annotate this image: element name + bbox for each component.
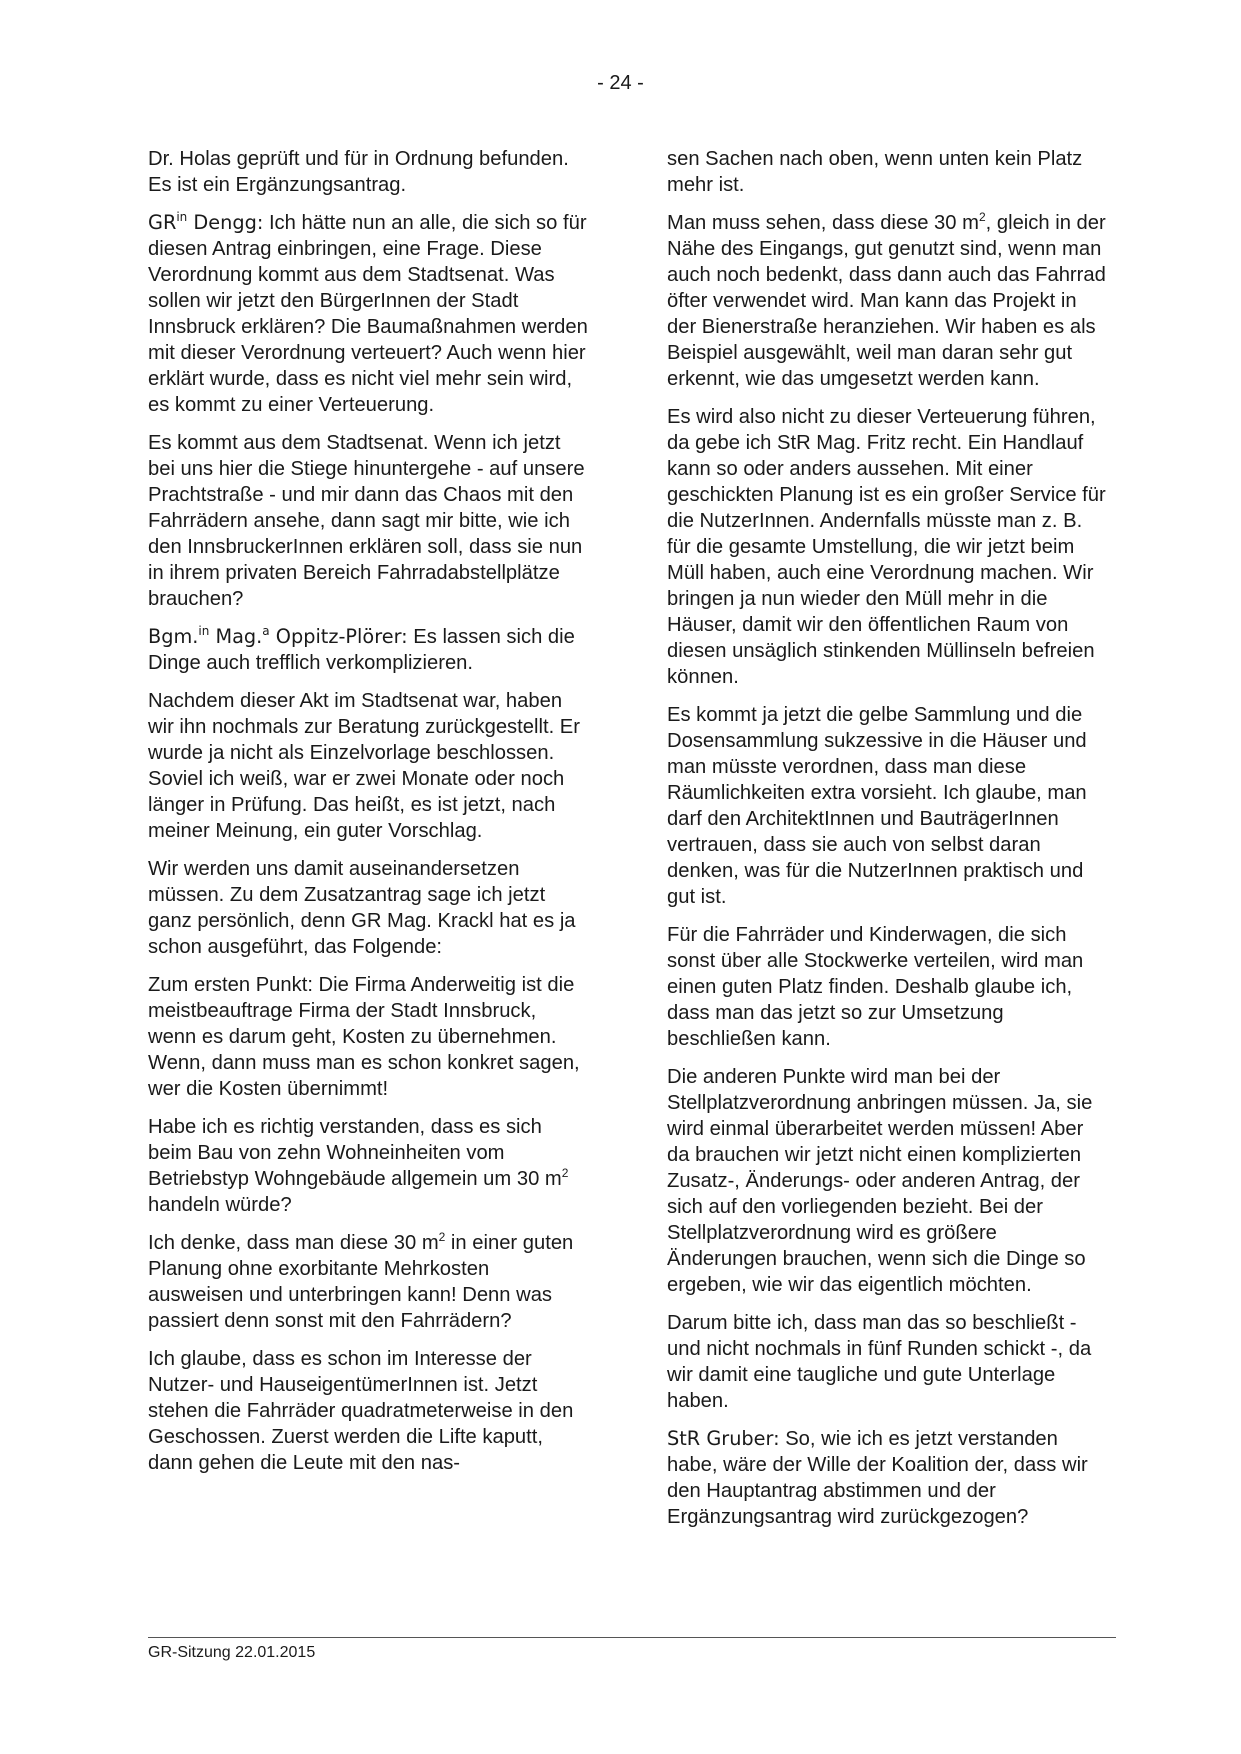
- paragraph: Darum bitte ich, dass man das so beschließt - und nicht nochmals in fünf Runden schickt -, da wir damit eine taugliche und gute Unterlage haben.: [667, 1312, 1092, 1412]
- footer-session-label: GR-Sitzung 22.01.2015: [148, 1644, 316, 1661]
- paragraph: Bgm.$^{in}$ Mag.$^a$ Oppitz-Plörer: Es lassen sich die Dinge auch trefflich verkomplizieren.: [148, 624, 575, 674]
- paragraph: Zum ersten Punkt: Die Firma Anderweitig ist die meistbeauftrage Firma der Stadt Innsbruck, wenn es darum geht, Kosten zu übernehmen. Wenn, dann muss man es schon konkret sagen, wer die Kosten übernimmt!: [148, 974, 580, 1100]
- paragraph: Wir werden uns damit auseinandersetzen müssen. Zu dem Zusatzantrag sage ich jetzt ganz persönlich, denn GR Mag. Krackl hat es ja schon ausgeführt, das Folgende:: [148, 858, 576, 958]
- paragraph: StR Gruber: So, wie ich es jetzt verstanden habe, wäre der Wille der Koalition der, dass wir den Hauptantrag abstimmen und der Ergänzungsantrag wird zurückgezogen?: [667, 1427, 1088, 1528]
- paragraph: sen Sachen nach oben, wenn unten kein Platz mehr ist.: [667, 148, 1083, 196]
- paragraph: Ich glaube, dass es schon im Interesse der Nutzer- und HauseigentümerInnen ist. Jetzt stehen die Fahrräder quadratmeterweise in den Geschossen. Zuerst werden die Lifte kaputt, dann gehen die Leute mit den nas-: [148, 1348, 574, 1474]
- page-number: - 24 -: [597, 72, 644, 94]
- paragraph: Nachdem dieser Akt im Stadtsenat war, haben wir ihn nochmals zur Beratung zurückgestellt. Er wurde ja nicht als Einzelvorlage beschlossen. Soviel ich weiß, war er zwei Monate oder noch länger in Prüfung. Das heißt, es ist jetzt, nach meiner Meinung, ein guter Vorschlag.: [148, 690, 580, 842]
- right-column: [667, 146, 1107, 1542]
- speaker-name: Bgm.$^{in}$ Mag.$^a$ Oppitz-Plörer:: [148, 624, 408, 648]
- paragraph: Habe ich es richtig verstanden, dass es sich beim Bau von zehn Wohneinheiten vom Betriebstyp Wohngebäude allgemein um 30 $m^2$ handeln würde?: [148, 1116, 569, 1216]
- paragraph: Es wird also nicht zu dieser Verteuerung führen, da gebe ich StR Mag. Fritz recht. Ein Handlauf kann so oder anders aussehen. Mit einer geschickten Planung ist es ein großer Service für die NutzerInnen. Andernfalls müsste man z. B. für die gesamte Umstellung, die wir jetzt beim Müll haben, auch eine Verordnung machen. Wir bringen ja nun wieder den Müll mehr in die Häuser, damit wir den öffentlichen Raum von diesen unsäglich stinkenden Müllinseln befreien können.: [667, 406, 1106, 688]
- footer-divider: [148, 1637, 1116, 1638]
- left-column: [148, 146, 588, 1488]
- paragraph: Dr. Holas geprüft und für in Ordnung befunden. Es ist ein Ergänzungsantrag.: [148, 148, 569, 196]
- paragraph: $GR^{in}$ Dengg: Ich hätte nun an alle, die sich so für diesen Antrag einbringen, eine Frage. Diese Verordnung kommt aus dem Stadtsenat. Was sollen wir jetzt den BürgerInnen der Stadt Innsbruck erklären? Die Baumaßnahmen werden mit dieser Verordnung verteuert? Auch wenn hier erklärt wurde, dass es nicht viel mehr sein wird, es kommt zu einer Verteuerung.: [148, 210, 588, 416]
- paragraph: Für die Fahrräder und Kinderwagen, die sich sonst über alle Stockwerke verteilen, wird man einen guten Platz finden. Deshalb glaube ich, dass man das jetzt so zur Umsetzung beschließen kann.: [667, 924, 1084, 1050]
- speaker-name: StR Gruber:: [667, 1427, 780, 1450]
- paragraph: Es kommt aus dem Stadtsenat. Wenn ich jetzt bei uns hier die Stiege hinuntergehe - auf unsere Prachtstraße - und mir dann das Chaos mit den Fahrrädern ansehe, dann sagt mir bitte, wie ich den InnsbruckerInnen erklären soll, dass sie nun in ihrem privaten Bereich Fahrradabstellplätze brauchen?: [148, 432, 585, 610]
- paragraph: Man muss sehen, dass diese 30 $m^2$, gleich in der Nähe des Eingangs, gut genutzt sind, wenn man auch noch bedenkt, dass dann auch das Fahrrad öfter verwendet wird. Man kann das Projekt in der Bienerstraße heranziehen. Wir haben es als Beispiel ausgewählt, weil man daran sehr gut erkennt, wie das umgesetzt werden kann.: [667, 210, 1106, 390]
- paragraph: Ich denke, dass man diese 30 $m^2$ in einer guten Planung ohne exorbitante Mehrkosten ausweisen und unterbringen kann! Denn was passiert denn sonst mit den Fahrrädern?: [148, 1230, 574, 1332]
- speaker-name: $GR^{in}$ Dengg:: [148, 210, 264, 234]
- paragraph: Die anderen Punkte wird man bei der Stellplatzverordnung anbringen müssen. Ja, sie wird einmal überarbeitet werden müssen! Aber da brauchen wir jetzt nicht einen komplizierten Zusatz-, Änderungs- oder anderen Antrag, der sich auf den vorliegenden bezieht. Bei der Stellplatzverordnung wird es größere Änderungen brauchen, wenn sich die Dinge so ergeben, wie wir das eigentlich möchten.: [667, 1066, 1093, 1296]
- paragraph: Es kommt ja jetzt die gelbe Sammlung und die Dosensammlung sukzessive in die Häuser und man müsste verordnen, dass man diese Räumlichkeiten extra vorsieht. Ich glaube, man darf den ArchitektInnen und BauträgerInnen vertrauen, dass sie auch von selbst daran denken, was für die NutzerInnen praktisch und gut ist.: [667, 704, 1087, 908]
